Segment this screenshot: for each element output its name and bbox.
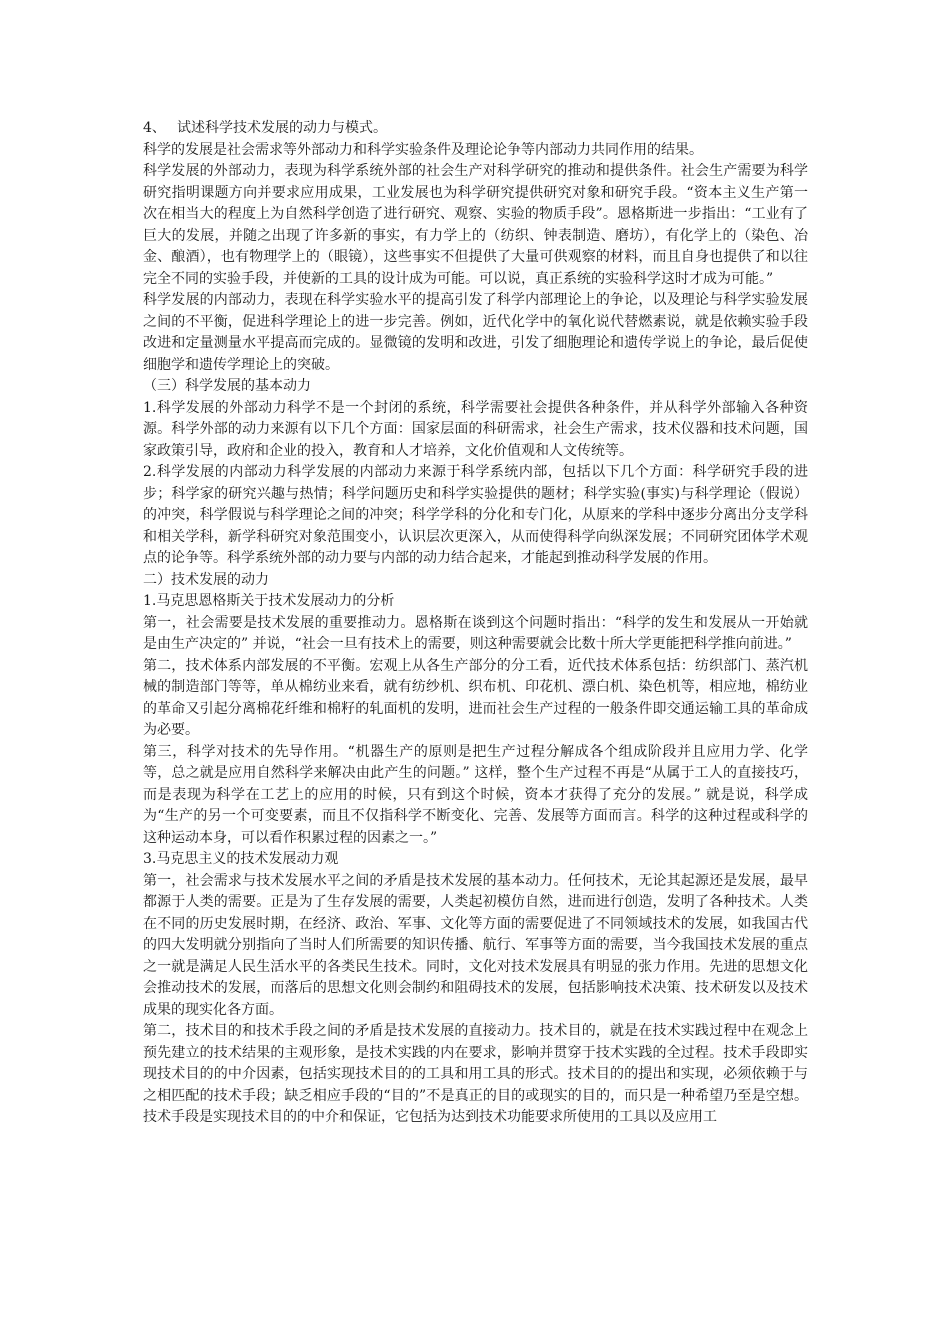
section-heading-basic-driving-force: （三）科学发展的基本动力	[143, 378, 311, 394]
paragraph-summary: 科学的发展是社会需求等外部动力和科学实验条件及理论论争等内部动力共同作用的结果。	[143, 141, 703, 158]
paragraph-external-force-list: 1.科学发展的外部动力科学不是一个封闭的系统，科学需要社会提供各种条件，并从科学外部输入各种资源。科学外部的动力来源有以下几个方面：国家层面的科研需求，社会生产需求，技术仪器和技术问题，国家政策引导，政府和企业的投入，教育和人才培养，文化价值观和人文传统等。	[143, 399, 808, 459]
question-title: 试述科学技术发展的动力与模式。	[177, 120, 387, 136]
subheading-marx-engels-analysis: 1.马克思恩格斯关于技术发展动力的分析	[143, 593, 395, 609]
paragraph-internal-driving-force: 科学发展的内部动力，表现在科学实验水平的提高引发了科学内部理论上的争论，以及理论与科学实验发展之间的不平衡，促进科学理论上的进一步完善。例如，近代化学中的氧化说代替燃素说，就是依赖实验手段改进和定量测量水平提高而完成的。显微镜的发明和改进，引发了细胞理论和遗传学说上的争论，最后促使细胞学和遗传学理论上的突破。	[143, 292, 808, 373]
paragraph-external-driving-force: 科学发展的外部动力，表现为科学系统外部的社会生产对科学研究的推动和提供条件。社会生产需要为科学研究指明课题方向并要求应用成果，工业发展也为科学研究提供研究对象和研究手段。“资本主义生产第一次在相当大的程度上为自然科学创造了进行研究、观察、实验的物质手段”。恩格斯进一步指出：“工业有了巨大的发展，并随之出现了许多新的事实，有力学上的（纺织、钟表制造、磨坊），有化学上的（染色、冶金、酿酒），也有物理学上的（眼镜），这些事实不但提供了大量可供观察的材料，而且自身也提供了和以往完全不同的实验手段，并使新的工具的设计成为可能。可以说，真正系统的实验科学这时才成为可能。”	[143, 163, 808, 287]
question-heading	[143, 118, 808, 140]
paragraph-first-basic-force: 第一，社会需求与技术发展水平之间的矛盾是技术发展的基本动力。任何技术，无论其起源还是发展，最早都源于人类的需要。正是为了生存发展的需要，人类起初模仿自然，进而进行创造，发明了各种技术。人类在不同的历史发展时期，在经济、政治、军事、文化等方面的需要促进了不同领域技术的发展，如我国古代的四大发明就分别指向了当时人们所需要的知识传播、航行、军事等方面的需要，当今我国技术发展的重点之一就是满足人民生活水平的各类民生技术。同时，文化对技术发展具有明显的张力作用。先进的思想文化会推动技术的发展，而落后的思想文化则会制约和阻碍技术的发展，包括影响技术决策、技术研发以及技术成果的现实化各方面。	[143, 872, 808, 1018]
paragraph-internal-force-list: 2.科学发展的内部动力科学发展的内部动力来源于科学系统内部，包括以下几个方面：科学研究手段的进步；科学家的研究兴趣与热情；科学问题历史和科学实验提供的题材；科学实验(事实)与科学理论（假说）的冲突，科学假说与科学理论之间的冲突；科学学科的分化和专门化，从原来的学科中逐步分离出分支学科和相关学科，新学科研究对象范围变小，认识层次更深入，从而使得科学向纵深发展；不同研究团体学术观点的论争等。科学系统外部的动力要与内部的动力结合起来，才能起到推动科学发展的作用。	[143, 464, 808, 566]
document-body	[143, 118, 808, 1129]
paragraph-first-social-need: 第一，社会需要是技术发展的重要推动力。恩格斯在谈到这个问题时指出：“科学的发生和发展从一开始就是由生产决定的” 并说，“社会一旦有技术上的需要，则这种需要就会比数十所大学更能把科学推向前进。”	[143, 614, 808, 652]
question-number: 4、	[143, 120, 166, 136]
section-heading-technology-driving-force: 二）技术发展的动力	[143, 571, 269, 588]
paragraph-third-science-guidance: 第三，科学对技术的先导作用。“机器生产的原则是把生产过程分解成各个组成阶段并且应用力学、化学等，总之就是应用自然科学来解决由此产生的问题。” 这样，整个生产过程不再是“从属于工人的直接技巧，而是表现为科学在工艺上的应用的时候，只有到这个时候，资本才获得了充分的发展。” 就是说，科学成为“生产的另一个可变要素，而且不仅指科学不断变化、完善、发展等方面而言。科学的这种过程或科学的这种运动本身，可以看作积累过程的因素之一。”	[143, 743, 808, 846]
subheading-marxist-view: 3.马克思主义的技术发展动力观	[143, 851, 339, 867]
paragraph-second-direct-force: 第二，技术目的和技术手段之间的矛盾是技术发展的直接动力。技术目的，就是在技术实践过程中在观念上预先建立的技术结果的主观形象，是技术实践的内在要求，影响并贯穿于技术实践的全过程。技术手段即实现技术目的的中介因素，包括实现技术目的的工具和用工具的形式。技术目的的提出和实现，必须依赖于与之相匹配的技术手段；缺乏相应手段的“目的”不是真正的目的或现实的目的，而只是一种希望乃至是空想。技术手段是实现技术目的的中介和保证，它包括为达到技术功能要求所使用的工具以及应用工	[143, 1023, 808, 1125]
paragraph-second-imbalance: 第二，技术体系内部发展的不平衡。宏观上从各生产部分的分工看，近代技术体系包括：纺织部门、蒸汽机械的制造部门等等，单从棉纺业来看，就有纺纱机、织布机、印花机、漂白机、染色机等，相应地，棉纺业的革命又引起分离棉花纤维和棉籽的轧面机的发明，进而社会生产过程的一般条件即交通运输工具的革命成为必要。	[143, 657, 808, 738]
